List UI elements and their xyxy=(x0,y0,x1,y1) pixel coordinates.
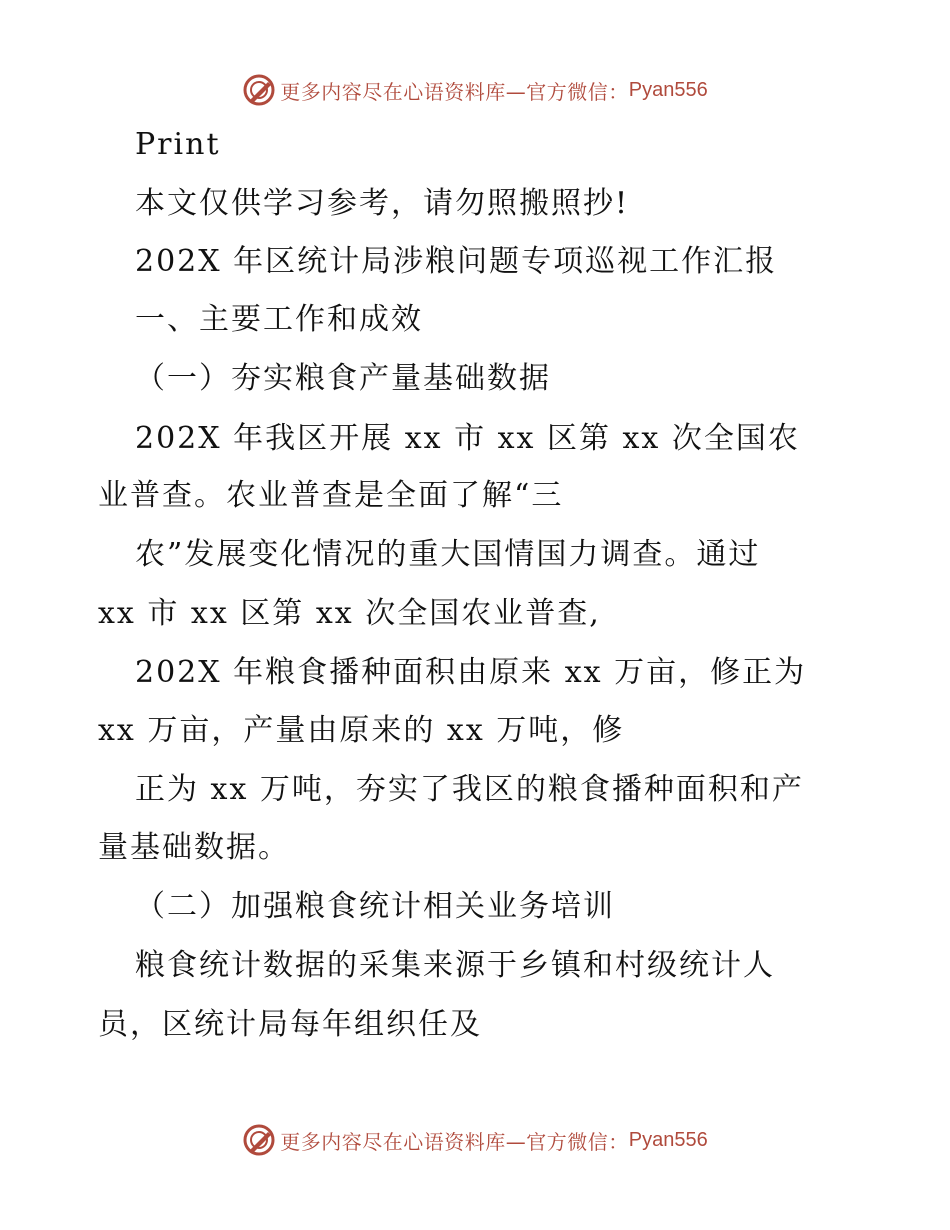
watermark-text: 更多内容尽在心语资料库—官方微信： xyxy=(280,79,629,104)
paragraph-line: 202X 年我区开展 xx 市 xx 区第 xx 次全国农 xyxy=(135,421,800,456)
subsection-heading-2: （二）加强粮食统计相关业务培训 xyxy=(135,889,615,924)
doc-line-print: Print xyxy=(135,127,221,162)
doc-title: 202X 年区统计局涉粮问题专项巡视工作汇报 xyxy=(135,244,778,279)
paragraph-line: xx 市 xx 区第 xx 次全国农业普查, xyxy=(98,596,601,631)
paragraph-line: 农”发展变化情况的重大国情国力调查。通过 xyxy=(135,537,761,572)
footer-watermark xyxy=(0,1120,950,1160)
doc-disclaimer: 本文仅供学习参考，请勿照搬照抄! xyxy=(135,186,630,221)
paragraph-line: 正为 xx 万吨，夯实了我区的粮食播种面积和产 xyxy=(135,772,804,807)
paragraph-line: xx 万亩，产量由原来的 xx 万吨，修 xyxy=(98,713,625,748)
pen-seal-icon xyxy=(242,1123,276,1157)
section-heading-1: 一、主要工作和成效 xyxy=(135,302,423,337)
paragraph-line: 量基础数据。 xyxy=(98,830,290,865)
paragraph-line: 粮食统计数据的采集来源于乡镇和村级统计人 xyxy=(135,948,775,983)
pen-seal-icon xyxy=(242,73,276,107)
paragraph-line: 员，区统计局每年组织任及 xyxy=(98,1007,482,1042)
subsection-heading-1: （一）夯实粮食产量基础数据 xyxy=(135,361,551,396)
watermark-text: 更多内容尽在心语资料库—官方微信： xyxy=(280,1129,629,1154)
watermark-handle: Pyan556 xyxy=(628,1128,708,1151)
paragraph-line: 202X 年粮食播种面积由原来 xx 万亩，修正为 xyxy=(135,655,807,690)
paragraph-line: 业普查。农业普查是全面了解“三 xyxy=(98,478,564,513)
watermark-handle: Pyan556 xyxy=(628,78,708,101)
header-watermark xyxy=(0,70,950,110)
